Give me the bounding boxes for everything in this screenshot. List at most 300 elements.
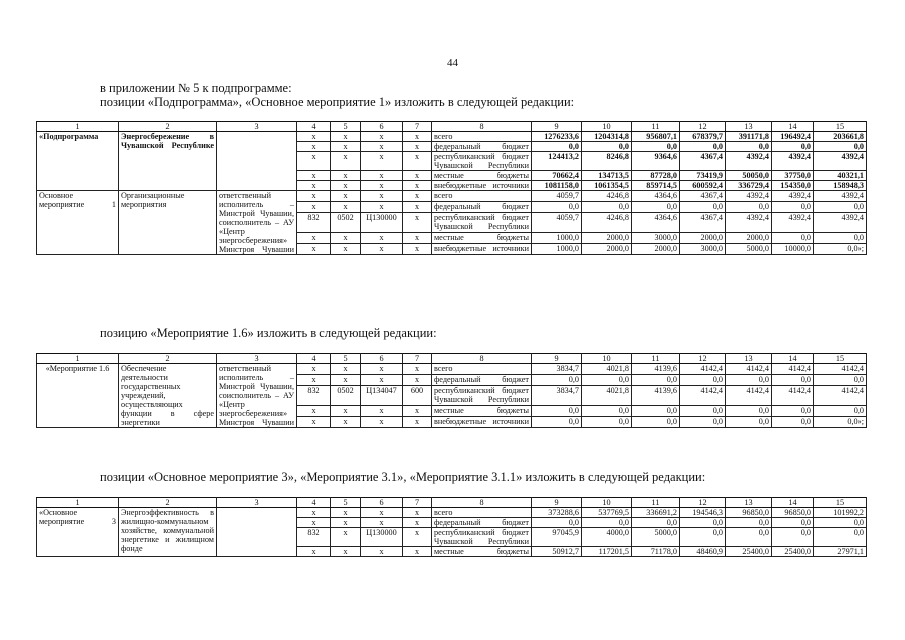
budget-code-cell: х — [331, 406, 361, 417]
amount-cell: 0,0 — [582, 417, 632, 428]
budget-code-cell: х — [297, 201, 331, 212]
funding-source-cell: всего — [432, 191, 532, 202]
program-title-cell: Организационные мероприятия — [119, 191, 217, 255]
amount-cell: 0,0 — [814, 518, 867, 528]
amount-cell: 1000,0 — [532, 244, 582, 255]
amount-cell: 4367,4 — [680, 212, 726, 233]
budget-code-cell: х — [331, 374, 361, 385]
amount-cell: 0,0 — [726, 406, 772, 417]
amount-cell: 124413,2 — [532, 152, 582, 171]
column-number-8: 8 — [432, 498, 532, 508]
column-number-14: 14 — [772, 122, 814, 132]
funding-source-cell: федеральный бюджет — [432, 518, 532, 528]
column-number-12: 12 — [680, 498, 726, 508]
amount-cell: 0,0 — [814, 406, 867, 417]
column-number-4: 4 — [297, 122, 331, 132]
column-number-13: 13 — [726, 354, 772, 364]
amount-cell: 1061354,5 — [582, 181, 632, 191]
budget-code-cell: 832 — [297, 528, 331, 547]
budget-code-cell: х — [297, 152, 331, 171]
amount-cell: 4392,4 — [814, 191, 867, 202]
funding-source-cell: республиканский бюджет Чувашской Республики — [432, 528, 532, 547]
budget-code-cell: х — [297, 191, 331, 202]
amount-cell: 0,0 — [726, 528, 772, 547]
amount-cell: 4367,4 — [680, 152, 726, 171]
amount-cell: 4059,7 — [532, 191, 582, 202]
budget-code-cell: х — [297, 406, 331, 417]
amount-cell: 158948,3 — [814, 181, 867, 191]
intro-line-2: позиции «Подпрограмма», «Основное мероприятие 1» изложить в следующей редакции: — [100, 95, 575, 109]
amount-cell: 0,0 — [680, 528, 726, 547]
amount-cell: 73419,9 — [680, 171, 726, 181]
budget-code-cell: х — [361, 547, 403, 557]
amount-cell: 0,0 — [814, 233, 867, 244]
amount-cell: 4246,8 — [582, 212, 632, 233]
amount-cell: 2000,0 — [726, 233, 772, 244]
amount-cell: 9364,6 — [632, 152, 680, 171]
column-number-1: 1 — [37, 122, 119, 132]
amount-cell: 0,0 — [726, 142, 772, 152]
paragraph-main-measure-3: позиции «Основное мероприятие 3», «Мероприятие 3.1», «Мероприятие 3.1.1» изложить в следующей редакции: — [100, 470, 706, 484]
budget-code-cell: 600 — [403, 385, 432, 406]
amount-cell: 2000,0 — [632, 244, 680, 255]
amount-cell: 0,0 — [632, 417, 680, 428]
amount-cell: 2000,0 — [680, 233, 726, 244]
budget-table-main-measure-3 — [36, 497, 867, 557]
column-number-1: 1 — [37, 498, 119, 508]
column-number-7: 7 — [403, 498, 432, 508]
budget-code-cell: х — [361, 518, 403, 528]
budget-code-cell: х — [403, 132, 432, 142]
table-header-row — [37, 498, 867, 508]
budget-code-cell: х — [331, 233, 361, 244]
funding-source-cell: местные бюджеты — [432, 547, 532, 557]
amount-cell: 4367,4 — [680, 191, 726, 202]
amount-cell: 25400,0 — [726, 547, 772, 557]
amount-cell: 0,0 — [772, 142, 814, 152]
budget-code-cell: х — [297, 364, 331, 375]
amount-cell: 0,0 — [582, 518, 632, 528]
budget-code-cell: х — [331, 528, 361, 547]
column-number-12: 12 — [680, 122, 726, 132]
budget-code-cell: х — [361, 132, 403, 142]
column-number-2: 2 — [119, 122, 217, 132]
column-number-12: 12 — [680, 354, 726, 364]
amount-cell: 27971,1 — [814, 547, 867, 557]
column-number-10: 10 — [582, 354, 632, 364]
amount-cell: 0,0 — [814, 142, 867, 152]
amount-cell: 0,0 — [532, 142, 582, 152]
amount-cell: 0,0 — [632, 142, 680, 152]
funding-source-cell: всего — [432, 132, 532, 142]
budget-code-cell: х — [403, 152, 432, 171]
column-number-11: 11 — [632, 498, 680, 508]
funding-source-cell: республиканский бюджет Чувашской Республики — [432, 385, 532, 406]
amount-cell: 0,0»; — [814, 244, 867, 255]
amount-cell: 2000,0 — [582, 244, 632, 255]
amount-cell: 0,0»; — [814, 417, 867, 428]
column-number-3: 3 — [217, 498, 297, 508]
budget-code-cell: х — [331, 518, 361, 528]
budget-code-cell: х — [361, 152, 403, 171]
amount-cell: 101992,2 — [814, 508, 867, 518]
amount-cell: 0,0 — [582, 406, 632, 417]
amount-cell: 0,0 — [680, 374, 726, 385]
budget-code-cell: х — [403, 364, 432, 375]
amount-cell: 4142,4 — [726, 364, 772, 375]
budget-code-cell: 0502 — [331, 385, 361, 406]
budget-code-cell: х — [403, 518, 432, 528]
budget-code-cell: х — [297, 374, 331, 385]
amount-cell: 4059,7 — [532, 212, 582, 233]
executor-cell — [217, 508, 297, 557]
amount-cell: 4021,8 — [582, 385, 632, 406]
page-number: 44 — [447, 57, 458, 69]
budget-code-cell: х — [297, 142, 331, 152]
program-name-cell: «Подпрограмма — [37, 132, 119, 191]
amount-cell: 0,0 — [726, 374, 772, 385]
amount-cell: 336691,2 — [632, 508, 680, 518]
column-number-5: 5 — [331, 122, 361, 132]
amount-cell: 48460,9 — [680, 547, 726, 557]
amount-cell: 0,0 — [772, 528, 814, 547]
budget-code-cell: х — [331, 181, 361, 191]
budget-code-cell: х — [331, 547, 361, 557]
funding-source-cell: местные бюджеты — [432, 406, 532, 417]
table-row — [37, 508, 867, 518]
column-number-10: 10 — [582, 498, 632, 508]
budget-code-cell: х — [361, 364, 403, 375]
amount-cell: 336729,4 — [726, 181, 772, 191]
budget-code-cell: х — [403, 181, 432, 191]
amount-cell: 0,0 — [772, 406, 814, 417]
funding-source-cell: внебюджетные источники — [432, 181, 532, 191]
budget-code-cell: х — [331, 191, 361, 202]
budget-code-cell: х — [331, 132, 361, 142]
amount-cell: 0,0 — [632, 518, 680, 528]
budget-code-cell: х — [361, 406, 403, 417]
amount-cell: 537769,5 — [582, 508, 632, 518]
amount-cell: 3000,0 — [632, 233, 680, 244]
amount-cell: 0,0 — [726, 518, 772, 528]
amount-cell: 0,0 — [680, 406, 726, 417]
table-row — [37, 191, 867, 202]
budget-code-cell: Ц130000 — [361, 528, 403, 547]
amount-cell: 0,0 — [532, 406, 582, 417]
amount-cell: 0,0 — [680, 142, 726, 152]
amount-cell: 0,0 — [772, 201, 814, 212]
table-row — [37, 132, 867, 142]
budget-code-cell: х — [361, 191, 403, 202]
funding-source-cell: федеральный бюджет — [432, 142, 532, 152]
executor-cell — [217, 132, 297, 191]
amount-cell: 1204314,8 — [582, 132, 632, 142]
budget-code-cell: х — [361, 244, 403, 255]
budget-code-cell: х — [403, 417, 432, 428]
budget-code-cell: х — [361, 142, 403, 152]
amount-cell: 4392,4 — [772, 152, 814, 171]
amount-cell: 0,0 — [532, 417, 582, 428]
amount-cell: 4139,6 — [632, 385, 680, 406]
amount-cell: 373288,6 — [532, 508, 582, 518]
amount-cell: 0,0 — [632, 406, 680, 417]
amount-cell: 4142,4 — [814, 385, 867, 406]
column-number-7: 7 — [403, 122, 432, 132]
budget-code-cell: х — [361, 181, 403, 191]
column-number-7: 7 — [403, 354, 432, 364]
amount-cell: 0,0 — [814, 528, 867, 547]
amount-cell: 203661,8 — [814, 132, 867, 142]
budget-code-cell: х — [297, 181, 331, 191]
table-header-row — [37, 122, 867, 132]
amount-cell: 391171,8 — [726, 132, 772, 142]
amount-cell: 1081158,0 — [532, 181, 582, 191]
funding-source-cell: внебюджетные источники — [432, 417, 532, 428]
budget-code-cell: х — [361, 201, 403, 212]
column-number-6: 6 — [361, 354, 403, 364]
amount-cell: 678379,7 — [680, 132, 726, 142]
amount-cell: 96850,0 — [726, 508, 772, 518]
funding-source-cell: республиканский бюджет Чувашской Республики — [432, 212, 532, 233]
amount-cell: 4364,6 — [632, 212, 680, 233]
amount-cell: 71178,0 — [632, 547, 680, 557]
amount-cell: 50050,0 — [726, 171, 772, 181]
amount-cell: 0,0 — [772, 518, 814, 528]
column-number-4: 4 — [297, 354, 331, 364]
budget-code-cell: 832 — [297, 212, 331, 233]
budget-code-cell: Ц134047 — [361, 385, 403, 406]
column-number-14: 14 — [772, 498, 814, 508]
amount-cell: 117201,5 — [582, 547, 632, 557]
budget-code-cell: х — [297, 547, 331, 557]
executor-cell: ответственный исполнитель – Минстрой Чувашии, соисполнитель – АУ «Центр энергосбережения» Минстроя Чувашии — [217, 191, 297, 255]
budget-code-cell: х — [297, 132, 331, 142]
column-number-8: 8 — [432, 354, 532, 364]
amount-cell: 0,0 — [582, 201, 632, 212]
amount-cell: 4392,4 — [814, 212, 867, 233]
column-number-5: 5 — [331, 498, 361, 508]
budget-code-cell: х — [403, 406, 432, 417]
amount-cell: 4364,6 — [632, 191, 680, 202]
budget-code-cell: х — [403, 508, 432, 518]
program-title-cell: Энергосбережение в Чувашской Республике — [119, 132, 217, 191]
amount-cell: 0,0 — [814, 374, 867, 385]
amount-cell: 4021,8 — [582, 364, 632, 375]
column-number-2: 2 — [119, 354, 217, 364]
column-number-15: 15 — [814, 122, 867, 132]
budget-code-cell: х — [331, 171, 361, 181]
amount-cell: 0,0 — [532, 201, 582, 212]
amount-cell: 50912,7 — [532, 547, 582, 557]
budget-code-cell: х — [403, 191, 432, 202]
amount-cell: 3834,7 — [532, 364, 582, 375]
amount-cell: 8246,8 — [582, 152, 632, 171]
column-number-11: 11 — [632, 354, 680, 364]
column-number-3: 3 — [217, 354, 297, 364]
amount-cell: 4392,4 — [772, 212, 814, 233]
funding-source-cell: внебюджетные источники — [432, 244, 532, 255]
amount-cell: 4142,4 — [680, 385, 726, 406]
funding-source-cell: всего — [432, 364, 532, 375]
amount-cell: 0,0 — [532, 518, 582, 528]
column-number-5: 5 — [331, 354, 361, 364]
amount-cell: 956807,1 — [632, 132, 680, 142]
amount-cell: 4392,4 — [726, 152, 772, 171]
column-number-13: 13 — [726, 122, 772, 132]
amount-cell: 4000,0 — [582, 528, 632, 547]
amount-cell: 0,0 — [680, 201, 726, 212]
column-number-8: 8 — [432, 122, 532, 132]
program-title-cell: Обеспечение деятельности государственных учреждений, осуществляющих функции в сфере энергетики — [119, 364, 217, 428]
budget-code-cell: х — [361, 374, 403, 385]
funding-source-cell: республиканский бюджет Чувашской Республики — [432, 152, 532, 171]
column-number-9: 9 — [532, 122, 582, 132]
budget-code-cell: 0502 — [331, 212, 361, 233]
amount-cell: 154350,0 — [772, 181, 814, 191]
executor-cell: ответственный исполнитель – Минстрой Чувашии, соисполнитель – АУ «Центр энергосбережения» Минстроя Чувашии — [217, 364, 297, 428]
budget-table-measure-1-6 — [36, 353, 867, 428]
amount-cell: 0,0 — [726, 201, 772, 212]
amount-cell: 4392,4 — [726, 191, 772, 202]
budget-code-cell: х — [297, 233, 331, 244]
budget-table-subprogram — [36, 121, 867, 255]
column-number-9: 9 — [532, 354, 582, 364]
amount-cell: 0,0 — [680, 518, 726, 528]
budget-code-cell: х — [403, 212, 432, 233]
funding-source-cell: местные бюджеты — [432, 233, 532, 244]
amount-cell: 600592,4 — [680, 181, 726, 191]
budget-code-cell: х — [403, 547, 432, 557]
amount-cell: 10000,0 — [772, 244, 814, 255]
budget-code-cell: х — [403, 201, 432, 212]
amount-cell: 5000,0 — [632, 528, 680, 547]
column-number-15: 15 — [814, 354, 867, 364]
amount-cell: 4142,4 — [814, 364, 867, 375]
budget-code-cell: 832 — [297, 385, 331, 406]
column-number-9: 9 — [532, 498, 582, 508]
amount-cell: 4246,8 — [582, 191, 632, 202]
budget-code-cell: х — [331, 364, 361, 375]
column-number-11: 11 — [632, 122, 680, 132]
budget-code-cell: х — [361, 508, 403, 518]
budget-code-cell: х — [297, 518, 331, 528]
budget-code-cell: х — [331, 142, 361, 152]
amount-cell: 0,0 — [772, 417, 814, 428]
amount-cell: 87728,0 — [632, 171, 680, 181]
amount-cell: 0,0 — [582, 142, 632, 152]
paragraph-measure-1-6: позицию «Мероприятие 1.6» изложить в следующей редакции: — [100, 326, 437, 340]
amount-cell: 37750,0 — [772, 171, 814, 181]
column-number-14: 14 — [772, 354, 814, 364]
amount-cell: 3000,0 — [680, 244, 726, 255]
amount-cell: 0,0 — [680, 417, 726, 428]
amount-cell: 96850,0 — [772, 508, 814, 518]
amount-cell: 40321,1 — [814, 171, 867, 181]
column-number-3: 3 — [217, 122, 297, 132]
budget-code-cell: х — [331, 508, 361, 518]
amount-cell: 0,0 — [632, 201, 680, 212]
budget-code-cell: х — [331, 417, 361, 428]
amount-cell: 4142,4 — [680, 364, 726, 375]
amount-cell: 0,0 — [726, 417, 772, 428]
budget-code-cell: х — [297, 417, 331, 428]
column-number-15: 15 — [814, 498, 867, 508]
budget-code-cell: х — [361, 417, 403, 428]
amount-cell: 194546,3 — [680, 508, 726, 518]
budget-code-cell: х — [403, 171, 432, 181]
amount-cell: 0,0 — [772, 374, 814, 385]
program-name-cell: «Основное мероприятие 3 — [37, 508, 119, 557]
budget-code-cell: х — [403, 244, 432, 255]
column-number-13: 13 — [726, 498, 772, 508]
budget-code-cell: х — [331, 152, 361, 171]
amount-cell: 4392,4 — [814, 152, 867, 171]
budget-code-cell: х — [403, 142, 432, 152]
amount-cell: 3834,7 — [532, 385, 582, 406]
amount-cell: 196492,4 — [772, 132, 814, 142]
budget-code-cell: х — [403, 374, 432, 385]
budget-code-cell: Ц130000 — [361, 212, 403, 233]
column-number-6: 6 — [361, 122, 403, 132]
amount-cell: 4139,6 — [632, 364, 680, 375]
table-header-row — [37, 354, 867, 364]
budget-code-cell: х — [361, 171, 403, 181]
program-title-cell: Энергоэффективность в жилищно-коммунальном хозяйстве, коммунальной энергетике и жилищном фонде — [119, 508, 217, 557]
column-number-10: 10 — [582, 122, 632, 132]
amount-cell: 70662,4 — [532, 171, 582, 181]
program-name-cell: Основное мероприятие 1 — [37, 191, 119, 255]
amount-cell: 2000,0 — [582, 233, 632, 244]
amount-cell: 4142,4 — [772, 385, 814, 406]
column-number-6: 6 — [361, 498, 403, 508]
amount-cell: 1000,0 — [532, 233, 582, 244]
budget-code-cell: х — [403, 233, 432, 244]
amount-cell: 5000,0 — [726, 244, 772, 255]
amount-cell: 0,0 — [632, 374, 680, 385]
funding-source-cell: всего — [432, 508, 532, 518]
amount-cell: 0,0 — [532, 374, 582, 385]
funding-source-cell: федеральный бюджет — [432, 374, 532, 385]
funding-source-cell: местные бюджеты — [432, 171, 532, 181]
amount-cell: 25400,0 — [772, 547, 814, 557]
budget-code-cell: х — [297, 508, 331, 518]
column-number-2: 2 — [119, 498, 217, 508]
amount-cell: 134713,5 — [582, 171, 632, 181]
program-name-cell: «Мероприятие 1.6 — [37, 364, 119, 428]
amount-cell: 4392,4 — [726, 212, 772, 233]
column-number-1: 1 — [37, 354, 119, 364]
funding-source-cell: федеральный бюджет — [432, 201, 532, 212]
intro-line-1: в приложении № 5 к подпрограмме: — [100, 81, 292, 95]
budget-code-cell: х — [297, 171, 331, 181]
amount-cell: 4142,4 — [726, 385, 772, 406]
amount-cell: 0,0 — [814, 201, 867, 212]
budget-code-cell: х — [331, 201, 361, 212]
column-number-4: 4 — [297, 498, 331, 508]
budget-code-cell: х — [331, 244, 361, 255]
amount-cell: 0,0 — [772, 233, 814, 244]
amount-cell: 4392,4 — [772, 191, 814, 202]
amount-cell: 4142,4 — [772, 364, 814, 375]
budget-code-cell: х — [297, 244, 331, 255]
budget-code-cell: х — [361, 233, 403, 244]
budget-code-cell: х — [403, 528, 432, 547]
amount-cell: 859714,5 — [632, 181, 680, 191]
amount-cell: 1276233,6 — [532, 132, 582, 142]
table-row — [37, 364, 867, 375]
amount-cell: 97045,9 — [532, 528, 582, 547]
amount-cell: 0,0 — [582, 374, 632, 385]
